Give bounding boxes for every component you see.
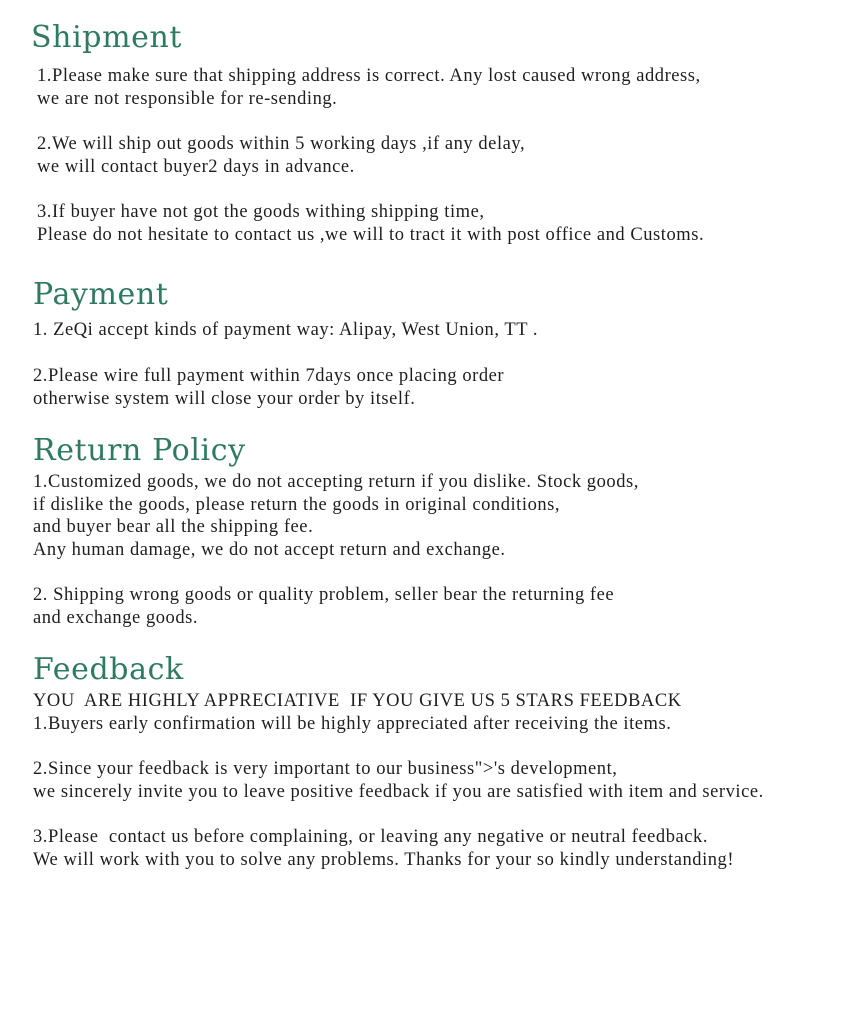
payment-heading: Payment bbox=[33, 277, 169, 312]
shipment-line: Please do not hesitate to contact us ,we will to tract it with post office and Customs. bbox=[37, 225, 705, 245]
shipment-line: 2.We will ship out goods within 5 working days ,if any delay, bbox=[37, 134, 526, 154]
shipment-heading: Shipment bbox=[31, 20, 183, 55]
feedback-line: 1.Buyers early confirmation will be highly appreciated after receiving the items. bbox=[33, 714, 672, 734]
feedback-line: YOU ARE HIGHLY APPRECIATIVE IF YOU GIVE US 5 STARS FEEDBACK bbox=[33, 691, 682, 711]
shipment-line: we will contact buyer2 days in advance. bbox=[37, 157, 355, 177]
feedback-line: 3.Please contact us before complaining, or leaving any negative or neutral feedback. bbox=[33, 827, 708, 847]
return-policy-line: 2. Shipping wrong goods or quality problem, seller bear the returning fee bbox=[33, 585, 615, 605]
shipment-line: 1.Please make sure that shipping address is correct. Any lost caused wrong address, bbox=[37, 66, 701, 86]
return-policy-line: Any human damage, we do not accept return and exchange. bbox=[33, 540, 506, 560]
shipment-line: we are not responsible for re-sending. bbox=[37, 89, 338, 109]
feedback-line: we sincerely invite you to leave positive feedback if you are satisfied with item and service. bbox=[33, 782, 764, 802]
payment-line: otherwise system will close your order by itself. bbox=[33, 389, 416, 409]
return-policy-line: and exchange goods. bbox=[33, 608, 199, 628]
feedback-heading: Feedback bbox=[33, 652, 184, 687]
return-policy-line: 1.Customized goods, we do not accepting return if you dislike. Stock goods, bbox=[33, 472, 639, 492]
return-policy-line: and buyer bear all the shipping fee. bbox=[33, 517, 314, 537]
payment-line: 2.Please wire full payment within 7days once placing order bbox=[33, 366, 505, 386]
payment-line: 1. ZeQi accept kinds of payment way: Alipay, West Union, TT . bbox=[33, 320, 539, 340]
return-policy-heading: Return Policy bbox=[33, 433, 246, 468]
feedback-line: We will work with you to solve any problems. Thanks for your so kindly understanding! bbox=[33, 850, 735, 870]
shipment-line: 3.If buyer have not got the goods withing shipping time, bbox=[37, 202, 485, 222]
return-policy-line: if dislike the goods, please return the goods in original conditions, bbox=[33, 495, 561, 515]
feedback-line: 2.Since your feedback is very important to our business">'s development, bbox=[33, 759, 618, 779]
